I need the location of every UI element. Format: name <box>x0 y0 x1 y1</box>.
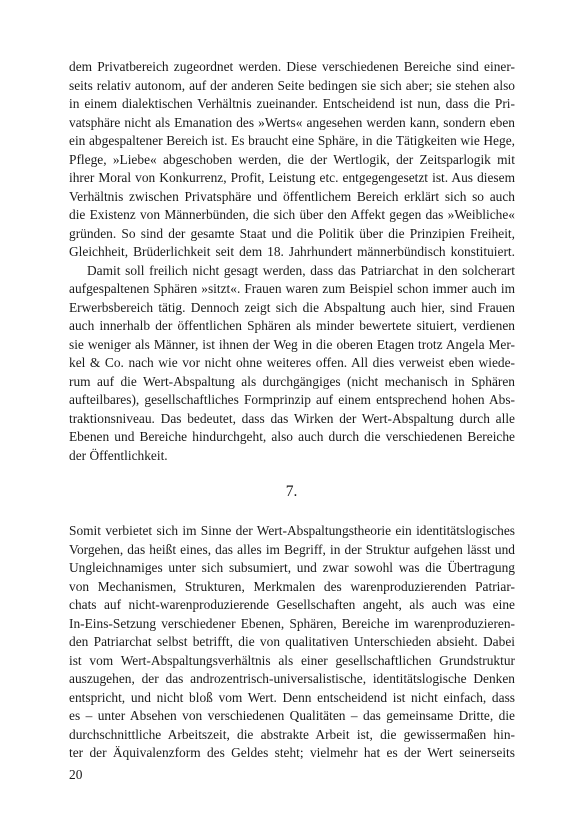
text-line: ter der Äquivalenzform des Geldes steht; vielmehr hat es der Wert seinerseits <box>69 745 515 760</box>
paragraph-2 <box>69 262 515 466</box>
text-line: traktionsniveau. Das bedeutet, dass das Wirken der Wert-Abspaltung durch alle <box>69 410 515 426</box>
text-line: der Öffentlichkeit. <box>69 447 168 463</box>
text-line: Somit verbietet sich im Sinne der Wert-Abspaltungstheorie ein identitätslogisches <box>69 523 515 538</box>
text-line: den Patriarchat selbst betrifft, die von qualitativen Unterschieden absieht. Dabei <box>69 634 515 649</box>
text-line: Gleichheit, Brüderlichkeit seit dem 18. Jahrhundert männerbündisch konstituiert. <box>69 244 515 259</box>
text-line: sie weniger als Männer, ist ihnen der Weg in die oberen Etagen trotz Angela Mer- <box>69 336 515 352</box>
page-number: 20 <box>69 767 83 782</box>
text-line: Ebenen und Bereiche hindurchgeht, also auch durch die verschiedenen Bereiche <box>69 429 515 444</box>
text-line: rum auf die Wert-Abspaltung als durchgängiges (nicht mechanisch in Sphären <box>69 373 515 389</box>
text-line: ihrer Moral von Konkurrenz, Profit, Leistung etc. entgegengesetzt ist. Aus diesem <box>69 170 515 185</box>
text-line: gründen. So sind der gesamte Staat und die Politik über die Prinzipien Freiheit, <box>69 225 515 241</box>
paragraph-1 <box>69 58 515 262</box>
text-line: In-Eins-Setzung verschiedener Ebenen, Sphären, Bereiche im warenproduzieren- <box>69 615 515 631</box>
text-line: in einem dialektischen Verhältnis zueinander. Entscheidend ist nun, dass die Pri- <box>69 96 515 111</box>
text-line: auch innerhalb der öffentlichen Sphären als minder bewertete situiert, verdienen <box>69 318 515 333</box>
text-line: ein abgespaltener Bereich ist. Es braucht eine Sphäre, in die Tätigkeiten wie Hege, <box>69 133 515 148</box>
text-line: es – unter Absehen von verschiedenen Qualitäten – das gemeinsame Dritte, die <box>69 708 515 723</box>
text-line: von Mechanismen, Strukturen, Merkmalen des warenproduzierenden Patriar- <box>69 578 515 594</box>
text-line: durchschnittliche Arbeitszeit, die abstrakte Arbeit ist, die gewissermaßen hin- <box>69 726 515 742</box>
text-line: entspricht, und nicht bloß vom Wert. Denn entscheidend ist nicht einfach, dass <box>69 689 515 705</box>
text-line: Vorgehen, das heißt eines, das alles im Begriff, in der Struktur aufgehen lässt und <box>69 541 515 557</box>
text-line: Erwerbsbereich tätig. Dennoch zeigt sich die Abspaltung auch hier, sind Frauen <box>69 299 515 315</box>
text-line: Damit soll freilich nicht gesagt werden, dass das Patriarchat in den solcherart <box>87 262 515 278</box>
text-line: auszugehen, der das androzentrisch-universalistische, identitätslogische Denken <box>69 671 515 686</box>
text-line: kel & Co. nach wie vor nicht ohne weiteres offen. All dies verweist eben wiede- <box>69 355 515 370</box>
text-line: vatsphäre nicht als Emanation des »Werts« angesehen werden kann, sondern eben <box>69 114 515 130</box>
text-line: Verhältnis zwischen Privatsphäre und öffentlichem Bereich erklärt sich so auch <box>69 188 515 204</box>
text-line: ist vom Wert-Abspaltungsverhältnis als einer gesellschaftlichen Grundstruktur <box>69 652 515 668</box>
section-paragraph <box>69 522 515 763</box>
text-line: die Existenz von Männerbünden, die sich über den Affekt gegen das »Weibliche« <box>69 207 515 222</box>
text-line: aufgespaltenen Sphären »sitzt«. Frauen waren zum Beispiel schon immer auch im <box>69 281 515 296</box>
text-line: aufteilbares), gesellschaftliches Formprinzip auf einem entsprechend hohen Abs- <box>69 392 515 407</box>
text-line: Ungleichnamiges unter sich subsumiert, und zwar sowohl was die Übertragung <box>69 560 515 575</box>
text-line: chats auf nicht-warenproduzierende Gesellschaften angeht, als auch was eine <box>69 597 515 612</box>
text-line: Pflege, »Liebe« abgeschoben werden, die der Wertlogik, der Zeitsparlogik mit <box>69 151 515 167</box>
text-line: seits relativ autonom, auf der anderen Seite bedingen sie sich aber; sie stehen also <box>69 77 515 93</box>
section-heading: 7. <box>285 483 298 500</box>
text-line: dem Privatbereich zugeordnet werden. Diese verschiedenen Bereiche sind einer- <box>69 59 515 74</box>
